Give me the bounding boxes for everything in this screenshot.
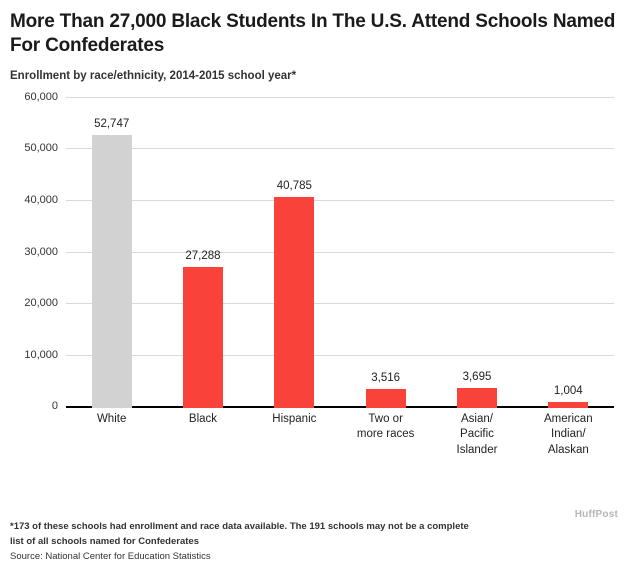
bar-column	[432, 98, 523, 408]
x-axis-category-label	[249, 412, 340, 459]
y-axis-tick-label: 10,000	[24, 348, 58, 361]
x-axis-category-line: Pacific	[460, 428, 494, 441]
y-axis-tick-label: 40,000	[24, 193, 58, 206]
y-axis-tick-label: 30,000	[24, 245, 58, 258]
bar-value-label: 1,004	[553, 385, 583, 398]
x-axis-category-label	[66, 412, 157, 459]
x-axis-category-line: Asian/	[460, 412, 493, 425]
x-axis-category-line: Islander	[456, 443, 498, 456]
chart-area	[10, 90, 620, 470]
bar[interactable]	[457, 388, 497, 407]
bar-value-label: 3,516	[371, 372, 401, 385]
x-axis-category-label	[432, 412, 523, 459]
x-axis-category-line: more races	[356, 428, 415, 441]
y-axis-tick-label: 50,000	[24, 142, 58, 155]
bar[interactable]	[92, 135, 132, 408]
x-axis-category-line: Hispanic	[272, 412, 317, 425]
footnote-line-1: *173 of these schools had enrollment and race data available. The 191 schools may not be a complete	[10, 521, 469, 533]
x-axis-category-label	[158, 412, 249, 459]
footnotes	[10, 520, 620, 564]
bar-value-label: 3,695	[462, 371, 492, 384]
x-axis-category-line: American	[544, 412, 593, 425]
bar-column	[158, 98, 249, 408]
bar[interactable]	[366, 389, 406, 407]
y-axis-tick-label: 60,000	[24, 90, 58, 103]
bar-column	[523, 98, 614, 408]
x-axis-labels	[66, 412, 614, 459]
bar-value-label: 40,785	[276, 179, 312, 192]
bar-series	[66, 98, 614, 408]
x-axis-category-line: Indian/	[551, 428, 586, 441]
x-axis-category-line: Alaskan	[547, 443, 589, 456]
x-axis-category-line: Black	[188, 412, 218, 425]
x-axis-category-line: Two or	[368, 412, 403, 425]
footnote-line-2: list of all schools named for Confederates	[10, 535, 199, 547]
brand-logo: HuffPost	[574, 509, 618, 520]
bar-value-label: 52,747	[94, 117, 130, 130]
bar-column	[66, 98, 157, 408]
bar[interactable]	[548, 402, 588, 407]
y-axis-tick-label: 20,000	[24, 297, 58, 310]
x-axis-category-line: White	[96, 412, 127, 425]
plot-region	[24, 90, 614, 412]
y-axis-tick-label: 0	[51, 399, 58, 412]
bar-column	[340, 98, 431, 408]
chart-subtitle: Enrollment by race/ethnicity, 2014-2015 school year*	[10, 69, 297, 82]
x-axis-category-label	[340, 412, 431, 459]
chart-title: More Than 27,000 Black Students In The U.S. Attend Schools Named For Confederates	[10, 11, 616, 56]
bar[interactable]	[274, 197, 314, 408]
bar-value-label: 27,288	[185, 249, 221, 262]
footnote-source: Source: National Center for Education Statistics	[10, 550, 211, 562]
bar[interactable]	[183, 267, 223, 408]
bar-column	[249, 98, 340, 408]
x-axis-category-label	[523, 412, 614, 459]
